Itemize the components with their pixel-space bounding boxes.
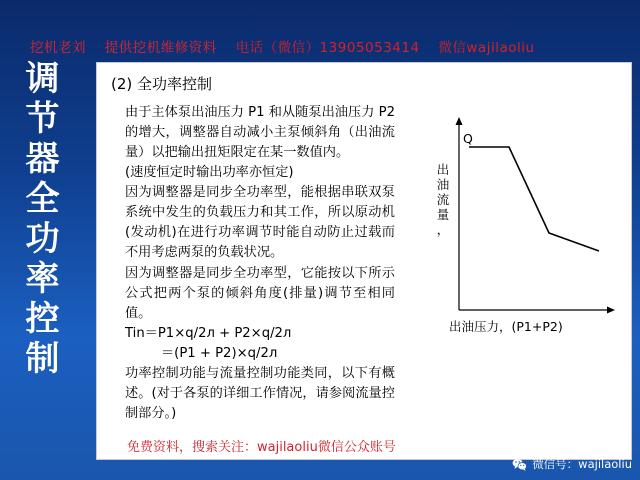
vertical-title-char-2: 器	[25, 139, 61, 179]
vertical-title-char-7: 制	[25, 339, 61, 379]
power-control-chart	[427, 105, 622, 355]
vertical-title-char-0: 调	[25, 59, 61, 99]
vertical-title-char-1: 节	[25, 99, 61, 139]
paragraph-0: 由于主体泵出油压力 P1 和从随泵出油压力 P2 的增大，调整器自动减小主泵倾斜角（出油流量）以把输出扭矩限定在某一数值内。	[125, 105, 395, 161]
content-panel	[96, 62, 632, 460]
paragraph-closing: 功率控制功能与流量控制功能类同，以下有概述。(对于各泵的详细工作情况，请参阅流量控制部分。)	[125, 365, 395, 421]
vertical-title	[8, 60, 78, 460]
footer-wechat-text: 微信号：wajilaoliu	[532, 457, 632, 471]
vertical-title-char-6: 控	[25, 299, 61, 339]
vertical-title-char-4: 功	[25, 219, 61, 259]
header-item-1: 提供挖机维修资料	[104, 40, 217, 56]
chart-xlabel: 出油压力，(P1+P2)	[449, 319, 563, 334]
header-item-3: 微信wajilaoliu	[438, 40, 535, 56]
header-contact-line	[30, 36, 630, 56]
formula-line-2: ＝(P1 + P2)×q/2л	[161, 345, 278, 361]
panel-body-text	[125, 103, 395, 424]
wechat-icon	[512, 458, 527, 471]
header-item-0: 挖机老刘	[30, 40, 86, 56]
vertical-title-char-5: 率	[25, 259, 61, 299]
panel-title: (2) 全功率控制	[111, 75, 213, 93]
vertical-title-char-3: 全	[25, 179, 61, 219]
paragraph-1: (速度恒定时输出功率亦恒定)	[125, 165, 294, 181]
header-item-2: 电话（微信）13905053414	[235, 40, 420, 56]
paragraph-2: 因为调整器是同步全功率型，能根据串联双泵系统中发生的负载压力和其工作，所以原动机(发动机)在进行功率调节时能自动防止过载而不用考虑两泵的负载状况。	[125, 185, 395, 261]
promo-text: 免费资料，搜索关注：wajilaoliu微信公众账号	[127, 440, 396, 455]
footer-wechat	[512, 456, 632, 472]
chart-ylabel: 出 油 流 量 ，	[436, 162, 450, 237]
chart-axis-top-label: Q	[463, 131, 473, 146]
paragraph-3: 因为调整器是同步全功率型，它能按以下所示公式把两个泵的倾斜角度(排量)调节至相同值。	[125, 265, 395, 321]
formula-line-1: Tin＝P1×q/2л + P2×q/2л	[125, 325, 292, 341]
